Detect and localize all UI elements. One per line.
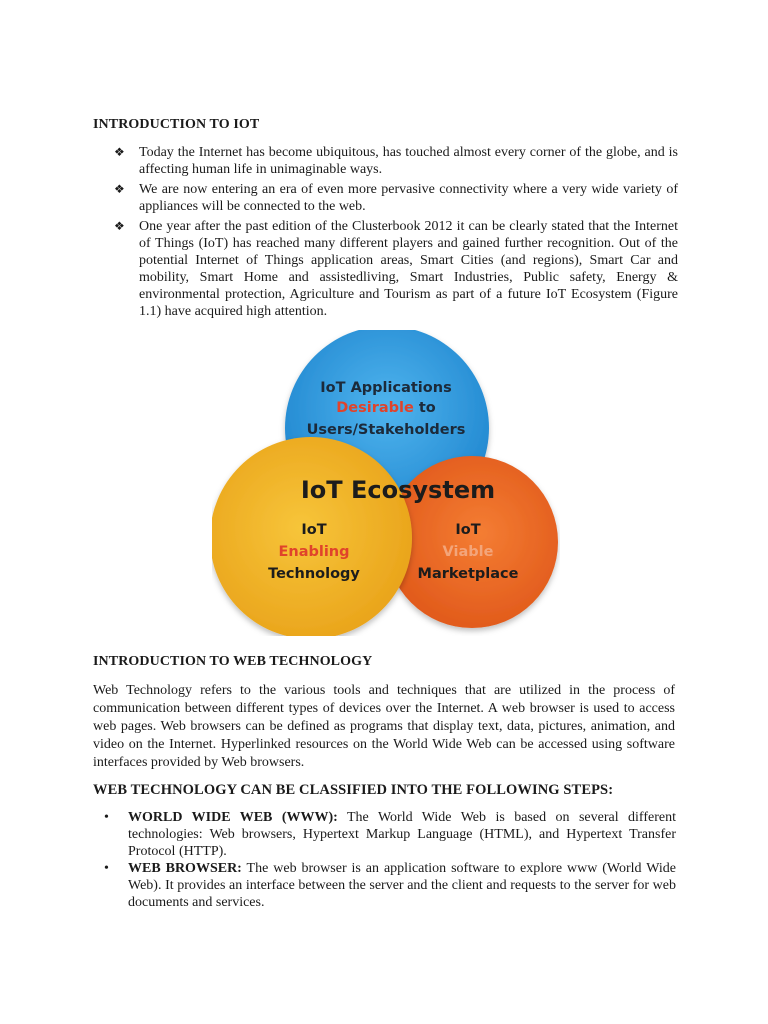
list-item [104,809,676,860]
section-heading-web-technology: INTRODUCTION TO WEB TECHNOLOGY [93,654,373,669]
list-item-text: We are now entering an era of even more pervasive connectivity where a very wide variety of appliances will be connected to the web. [139,182,678,214]
left-circle-line2: Enabling [278,544,350,560]
classification-bullet-list [104,809,676,911]
list-item [114,144,678,178]
top-circle-line2-rest: to [413,400,436,416]
iot-bullet-list [114,144,678,320]
desirable-highlight: Desirable [336,400,414,416]
list-item [104,860,676,911]
top-circle-line2 [336,400,436,416]
list-item [114,218,678,320]
list-item-term: WORLD WIDE WEB (WWW): [128,810,338,825]
iot-ecosystem-figure [212,330,560,636]
section-heading-classification: WEB TECHNOLOGY CAN BE CLASSIFIED INTO THE FOLLOWING STEPS: [93,782,614,798]
section-heading-iot: INTRODUCTION TO IOT [93,117,260,132]
dot-bullet-icon: • [104,810,109,825]
top-circle-line1: IoT Applications [320,380,452,396]
diamond-bullet-icon: ❖ [114,182,125,196]
list-item [114,181,678,215]
diamond-bullet-icon: ❖ [114,219,125,233]
center-label: IoT Ecosystem [300,476,496,504]
left-circle-line3: Technology [268,566,360,582]
top-circle-line3: Users/Stakeholders [306,422,466,438]
list-item-text: The World Wide Web is based on several different technologies: Web browsers, Hypertext Markup Language (HTML), and Hypertext Transfer Protocol (HTTP). [128,810,676,859]
diamond-bullet-icon: ❖ [114,145,125,159]
list-item-text: One year after the past edition of the Clusterbook 2012 it can be clearly stated that the Internet of Things (IoT) has reached many different players and gained further recognition. Out of the potential Internet of Things application areas, Smart Cities (and regions), Smart Car and mobility, Smart Home and assistedliving, Smart Industries, Public safety, Energy & environmental protection, Agriculture and Tourism as part of a future IoT Ecosystem (Figure 1.1) have acquired high attention. [139,219,678,319]
right-circle-line2: Viable [442,544,494,560]
web-technology-paragraph: Web Technology refers to the various tools and techniques that are utilized in the process of communication between different types of devices over the Internet. A web browser is used to access web pages. Web browsers can be defined as programs that display text, data, pictures, animation, and video on the Internet. Hyperlinked resources on the World Wide Web can be accessed using software interfaces provided by Web browsers. [93,683,675,770]
right-circle-line1: IoT [455,522,481,538]
left-circle-line1: IoT [301,522,327,538]
list-item-text: Today the Internet has become ubiquitous, has touched almost every corner of the globe, and is affecting human life in unimaginable ways. [139,145,678,177]
list-item-text: The web browser is an application software to explore www (World Wide Web). It provides an interface between the server and the client and requests to the server for web documents and services. [128,861,676,910]
right-circle-line3: Marketplace [417,566,519,582]
dot-bullet-icon: • [104,861,109,876]
list-item-term: WEB BROWSER: [128,861,242,876]
